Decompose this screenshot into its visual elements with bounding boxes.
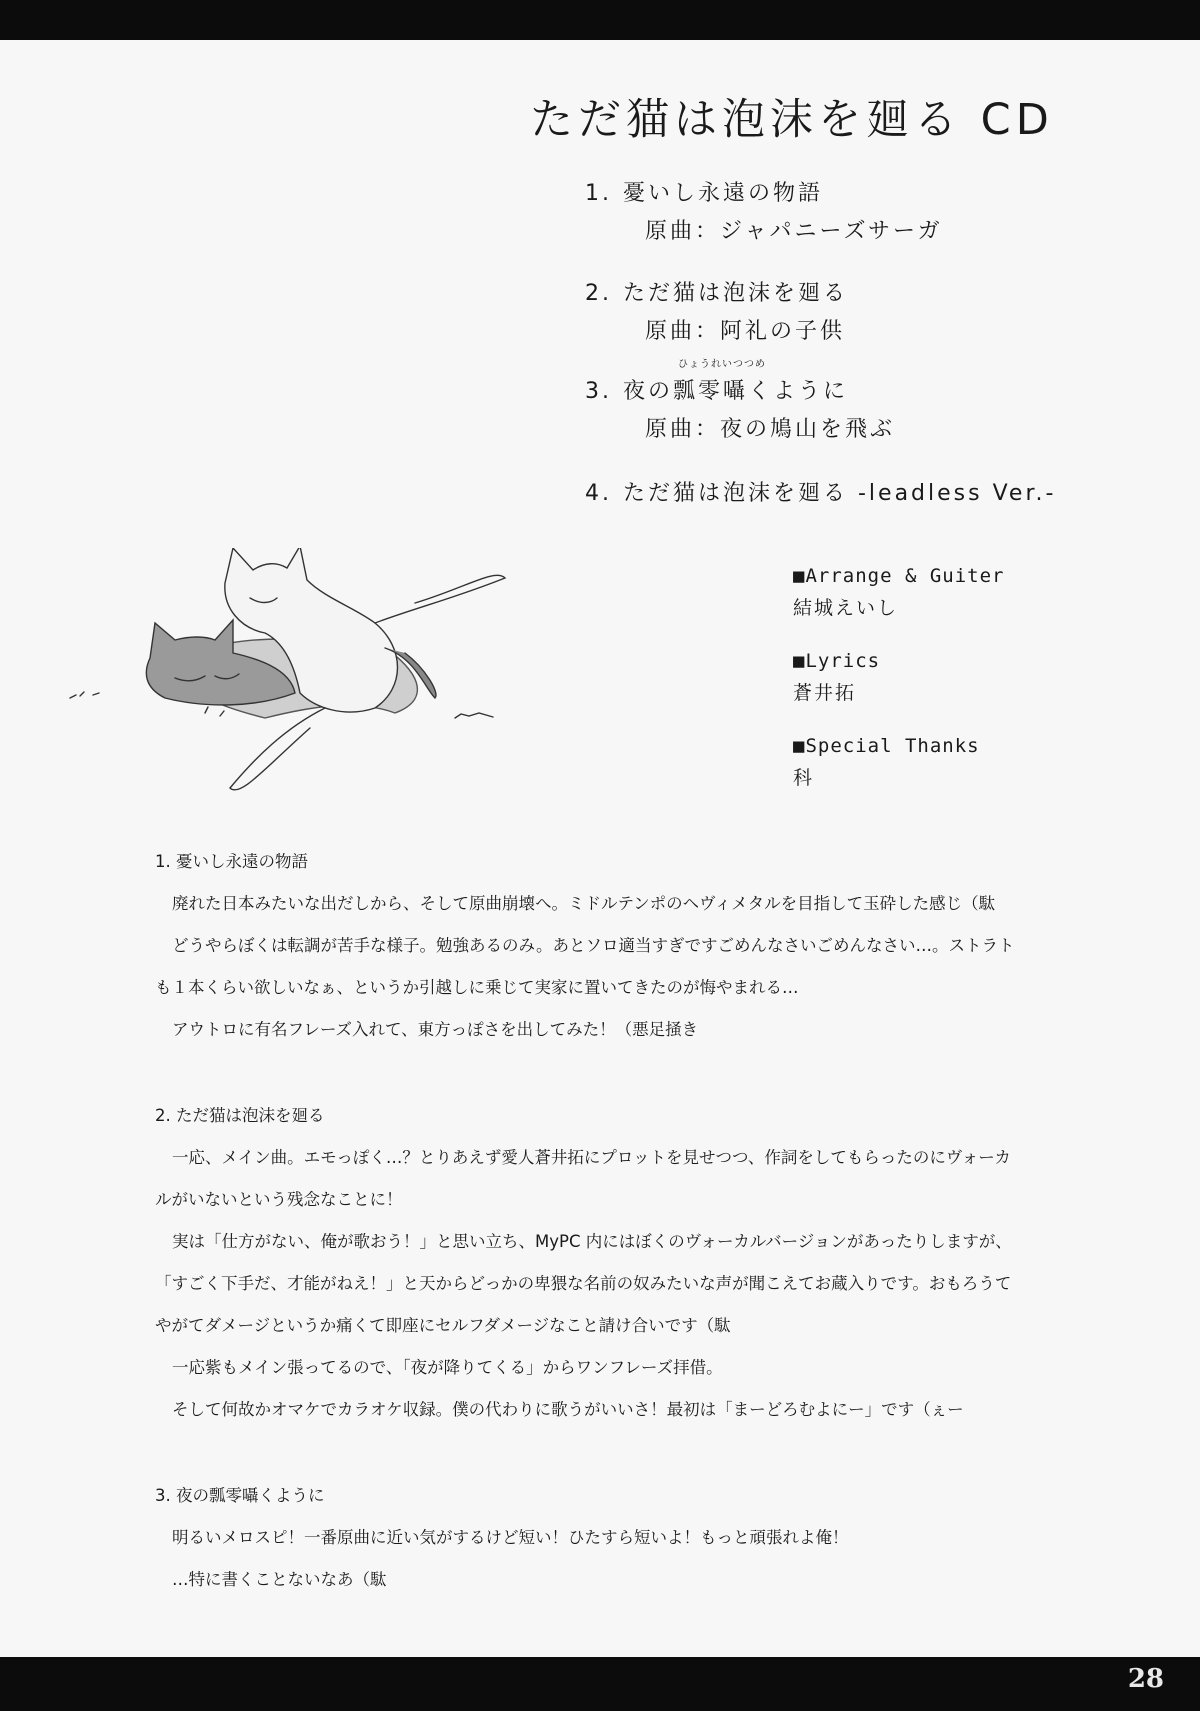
- note-title: 2. ただ猫は泡沫を廻る: [155, 1106, 325, 1125]
- note-line: 一応、メイン曲。エモっぽく…？とりあえず愛人蒼井拓にプロットを見せつつ、作詞をしてもらったのにヴォーカ: [172, 1148, 1011, 1167]
- credit-lyrics: [793, 650, 880, 705]
- top-border: [0, 0, 1200, 40]
- note-title: 1. 憂いし永遠の物語: [155, 852, 308, 871]
- track-original: 原曲：夜の鳩山を飛ぶ: [645, 417, 896, 442]
- note-line: 一応紫もメイン張ってるので、「夜が降りてくる」からワンフレーズ拝借。: [172, 1358, 723, 1377]
- note-line: も１本くらい欲しいなぁ、というか引越しに乗じて実家に置いてきたのが悔やまれる…: [155, 978, 799, 997]
- note-line: アウトロに有名フレーズ入れて、東方っぽさを出してみた！（悪足掻き: [172, 1020, 699, 1039]
- track-title: ただ猫は泡沫を廻る -leadless Ver.-: [623, 481, 1057, 506]
- track-number: 4.: [585, 481, 612, 506]
- bottom-border: [0, 1657, 1200, 1711]
- note-line: 「すごく下手だ、才能がねえ！」と天からどっかの卑猥な名前の奴みたいな声が聞こえてお蔵入りです。おもろうて: [155, 1274, 1012, 1293]
- track-number: 3.: [585, 379, 612, 404]
- track-item-4: [585, 476, 1056, 507]
- track-original: 原曲：ジャパニーズサーガ: [645, 219, 943, 244]
- note-line: やがてダメージというか痛くて即座にセルフダメージなこと請け合いです（駄: [155, 1316, 731, 1335]
- note-line: 廃れた日本みたいな出だしから、そして原曲崩壊へ。ミドルテンポのヘヴィメタルを目指して玉砕した感じ（駄: [172, 894, 996, 913]
- credit-heading: ■Arrange & Guiter: [793, 565, 1005, 587]
- credit-name: 蒼井拓: [793, 682, 857, 704]
- track-item-2: [585, 276, 849, 344]
- track-title: 夜の瓢零囁くように: [623, 379, 849, 404]
- cat-illustration: [55, 548, 565, 828]
- note-line: 実は「仕方がない、俺が歌おう！」と思い立ち、MyPC 内にはぼくのヴォーカルバージョンがあったりしますが、: [172, 1232, 1012, 1251]
- page-number: 28: [1127, 1664, 1164, 1694]
- furigana: ひょうれいつつめ: [678, 359, 766, 370]
- credit-heading: ■Special Thanks: [793, 735, 980, 757]
- note-line: どうやらぼくは転調が苦手な様子。勉強あるのみ。あとソロ適当すぎですごめんなさいごめんなさい…。ストラト: [172, 936, 1015, 955]
- track-title: ただ猫は泡沫を廻る: [623, 281, 849, 306]
- credit-name: 結城えいし: [793, 597, 899, 619]
- track-number: 1.: [585, 181, 612, 206]
- credit-arrange: [793, 565, 1004, 620]
- note-line: 明るいメロスピ！一番原曲に近い気がするけど短い！ひたすら短いよ！もっと頑張れよ俺！: [172, 1528, 849, 1547]
- track-number: 2.: [585, 281, 612, 306]
- note-line: …特に書くことないなあ（駄: [172, 1570, 387, 1589]
- note-line: そして何故かオマケでカラオケ収録。僕の代わりに歌うがいいさ！最初は「まーどろむよにー」です（ぇー: [172, 1400, 964, 1419]
- credit-name: 科: [793, 767, 815, 789]
- credit-special-thanks: [793, 735, 980, 790]
- note-title: 3. 夜の瓢零囁くように: [155, 1486, 325, 1505]
- track-original: 原曲：阿礼の子供: [645, 319, 846, 344]
- note-line: ルがいないという残念なことに！: [155, 1190, 403, 1209]
- track-item-3: [585, 359, 896, 442]
- credit-heading: ■Lyrics: [793, 650, 881, 672]
- page-title: ただ猫は泡沫を廻る CD: [530, 95, 1054, 145]
- track-title: 憂いし永遠の物語: [623, 181, 824, 206]
- track-item-1: [585, 176, 943, 244]
